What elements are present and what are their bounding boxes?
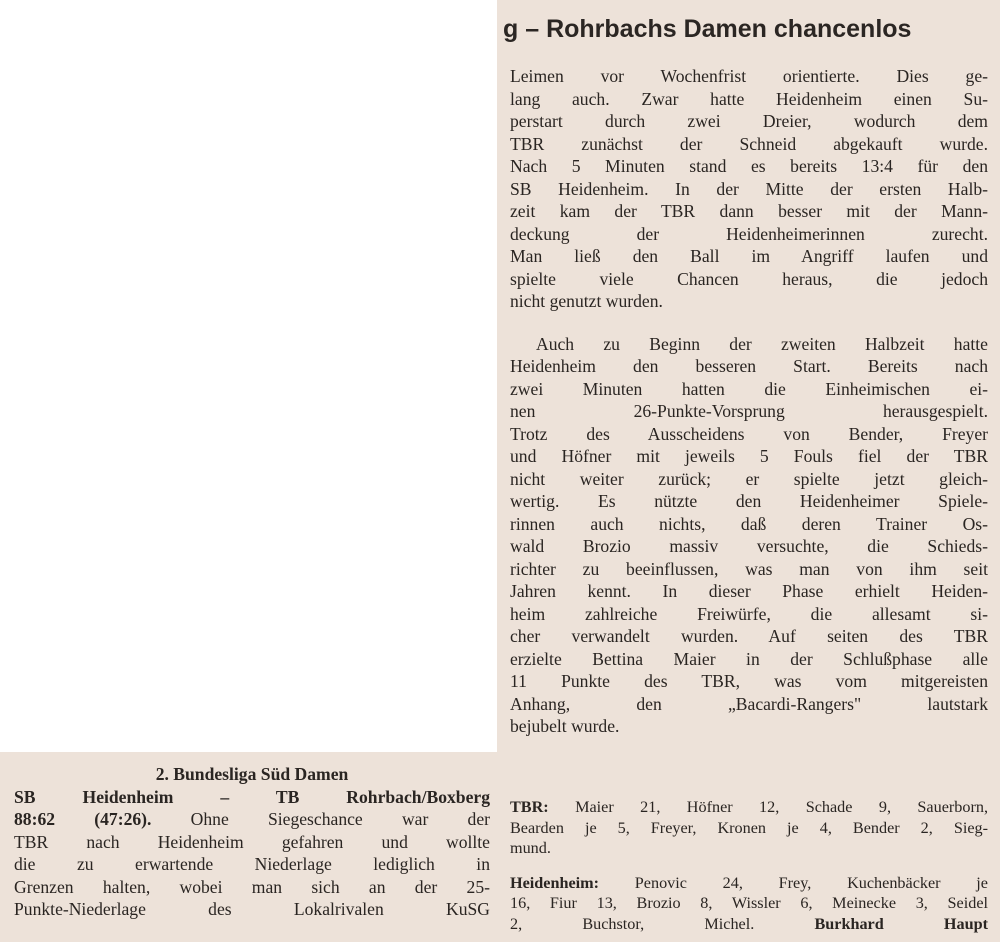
tbr-lineup-line: Bearden je 5, Freyer, Kronen je 4, Bender 2, Sieg- — [510, 818, 988, 837]
tbr-lineup-line: mund. — [510, 839, 551, 857]
heidenheim-players-end: 2, Buchstor, Michel. — [510, 914, 755, 933]
text-line: TBR zunächst der Schneid abgekauft wurde. — [510, 133, 988, 154]
text-line: rinnen auch nichts, daß deren Trainer Os- — [510, 513, 988, 534]
tbr-label: TBR: — [510, 798, 549, 816]
match-teams: SB Heidenheim – TB Rohrbach/Boxberg — [14, 786, 490, 807]
text-line: Nach 5 Minuten stand es bereits 13:4 für den — [510, 156, 988, 176]
text-line-rest: Ohne Siegeschance war der — [151, 809, 491, 829]
text-line: Heidenheim den besseren Start. Bereits nach — [510, 356, 988, 376]
heidenheim-label: Heidenheim: — [510, 873, 600, 892]
text-line: erzielte Bettina Maier in der Schlußphase alle — [510, 648, 988, 669]
text-line: 11 Punkte des TBR, was vom mitgereisten — [510, 671, 988, 691]
text-line: und Höfner mit jeweils 5 Fouls fiel der TBR — [510, 446, 988, 466]
text-line — [14, 808, 490, 831]
text-line: TBR nach Heidenheim gefahren und wollte — [14, 831, 490, 852]
league-heading: 2. Bundesliga Süd Damen — [155, 764, 349, 784]
text-line: Man ließ den Ball im Angriff laufen und — [510, 246, 988, 266]
article-headline: g – Rohrbachs Damen chancenlos — [503, 15, 912, 43]
text-line: Leimen vor Wochenfrist orientierte. Dies ge- — [510, 66, 988, 86]
text-line: wald Brozio massiv versuchte, die Schieds- — [510, 536, 988, 556]
text-line: Jahren kennt. In dieser Phase erhielt Heiden- — [510, 581, 988, 601]
paragraph-1 — [510, 65, 988, 313]
lineups-section — [510, 797, 988, 934]
text-line: nen 26-Punkte-Vorsprung herausgespielt. — [510, 401, 988, 421]
text-line: heim zahlreiche Freiwürfe, die allesamt si- — [510, 603, 988, 624]
text-line: Punkte-Niederlage des Lokalrivalen KuSG — [14, 899, 490, 919]
text-line: wertig. Es nützte den Heidenheimer Spiele- — [510, 491, 988, 511]
match-line — [14, 786, 490, 809]
text-line: Auch zu Beginn der zweiten Halbzeit hatte — [536, 333, 988, 354]
text-line: SB Heidenheim. In der Mitte der ersten Halb- — [510, 178, 988, 199]
heidenheim-players: Penovic 24, Frey, Kuchenbäcker je — [599, 873, 988, 892]
heidenheim-lineup-line — [510, 873, 988, 894]
text-line: deckung der Heidenheimerinnen zurecht. — [510, 223, 988, 244]
paragraph-2 — [510, 333, 988, 738]
text-line: nicht genutzt wurden. — [510, 291, 663, 311]
text-line: Grenzen halten, wobei man sich an der 25- — [14, 876, 490, 897]
heidenheim-lineup-line: 16, Fiur 13, Brozio 8, Wissler 6, Meinecke 3, Seidel — [510, 894, 988, 912]
left-column — [14, 763, 490, 921]
text-line: nicht weiter zurück; er spielte jetzt gleich- — [510, 468, 988, 489]
text-line: die zu erwartende Niederlage lediglich in — [14, 854, 490, 874]
match-score: 88:62 (47:26). — [14, 809, 152, 829]
text-line: zeit kam der TBR dann besser mit der Mann- — [510, 201, 988, 221]
heidenheim-lineup-line — [510, 914, 988, 935]
text-line: spielte viele Chancen heraus, die jedoch — [510, 268, 988, 289]
text-line: perstart durch zwei Dreier, wodurch dem — [510, 111, 988, 131]
text-line: Anhang, den „Bacardi-Rangers" lautstark — [510, 693, 988, 714]
tbr-lineup-line — [510, 797, 988, 818]
text-line: bejubelt wurde. — [510, 716, 620, 736]
text-line: richter zu beeinflussen, was man von ihm seit — [510, 558, 988, 579]
text-line: Trotz des Ausscheidens von Bender, Freyer — [510, 423, 988, 444]
author-byline: Burkhard Haupt — [814, 914, 988, 933]
text-line: lang auch. Zwar hatte Heidenheim einen Su- — [510, 88, 988, 109]
text-line: zwei Minuten hatten die Einheimischen ei- — [510, 378, 988, 399]
text-line: cher verwandelt wurden. Auf seiten des TBR — [510, 626, 988, 646]
tbr-players: Maier 21, Höfner 12, Schade 9, Sauerborn, — [548, 798, 988, 816]
right-column — [510, 65, 988, 738]
